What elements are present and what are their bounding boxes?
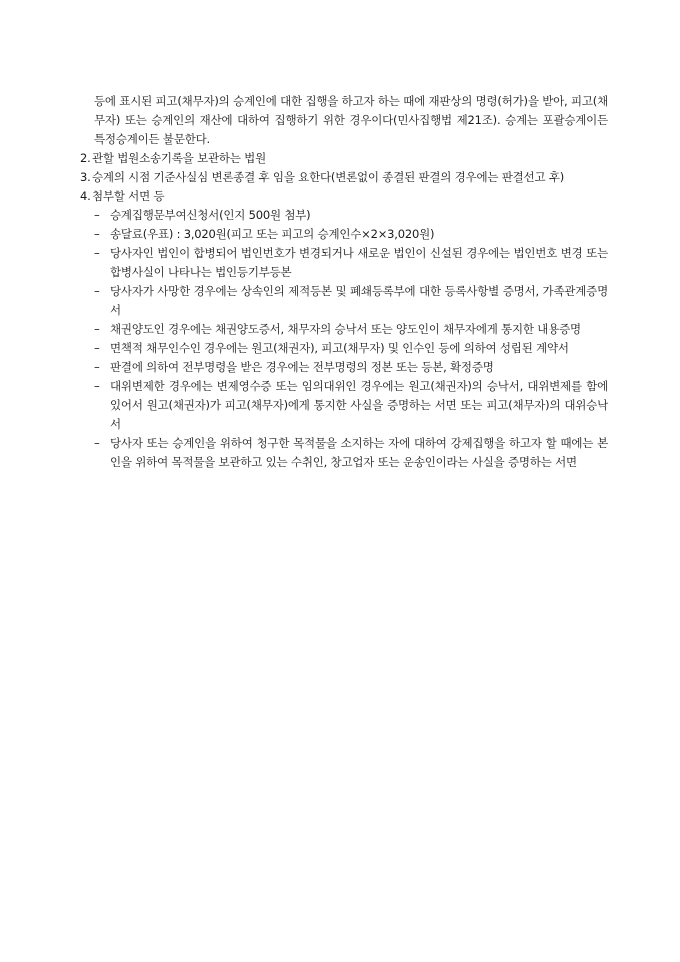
sub-item-text: 송달료(우표) : 3,020원(피고 또는 피고의 승계인수×2×3,020원)	[110, 227, 435, 241]
sub-item	[80, 206, 608, 225]
sub-item	[80, 358, 608, 377]
item-number: 3.	[80, 170, 91, 184]
sub-item-text: 채권양도인 경우에는 채권양도증서, 채무자의 승낙서 또는 양도인이 채무자에게 통지한 내용증명	[110, 322, 581, 336]
dash-bullet: –	[94, 246, 100, 260]
dash-bullet: –	[94, 227, 100, 241]
sub-item	[80, 377, 608, 434]
sub-item	[80, 339, 608, 358]
sub-item	[80, 434, 608, 472]
sub-item	[80, 244, 608, 282]
dash-bullet: –	[94, 322, 100, 336]
document-body	[80, 92, 608, 472]
dash-bullet: –	[94, 341, 100, 355]
sub-item-text: 승계집행문부여신청서(인지 500원 첨부)	[110, 208, 311, 222]
dash-bullet: –	[94, 436, 100, 450]
sub-item-text: 당사자가 사망한 경우에는 상속인의 제적등본 및 폐쇄등록부에 대한 등록사항별 증명서, 가족관계증명서	[110, 284, 608, 317]
list-item-2	[80, 149, 608, 168]
sub-item	[80, 225, 608, 244]
sub-item-text: 당사자 또는 승계인을 위하여 청구한 목적물을 소지하는 자에 대하여 강제집행을 하고자 할 때에는 본인을 위하여 목적물을 보관하고 있는 수취인, 창고업자 또는 운송인이라는 사실을 증명하는 서면	[110, 436, 608, 469]
dash-bullet: –	[94, 208, 100, 222]
item-text: 첨부할 서면 등	[92, 189, 165, 203]
dash-bullet: –	[94, 284, 100, 298]
dash-bullet: –	[94, 379, 100, 393]
sub-item-text: 판결에 의하여 전부명령을 받은 경우에는 전부명령의 정본 또는 등본, 확정증명	[110, 360, 494, 374]
item-text: 승계의 시점 기준사실심 변론종결 후 임을 요한다(변론없이 종결된 판결의 경우에는 판결선고 후)	[92, 170, 565, 184]
item-text: 관할 법원소송기록을 보관하는 법원	[92, 151, 266, 165]
sub-item-text: 면책적 채무인수인 경우에는 원고(채권자), 피고(채무자) 및 인수인 등에 의하여 성립된 계약서	[110, 341, 569, 355]
sub-item	[80, 282, 608, 320]
item-number: 4.	[80, 189, 91, 203]
sub-item-text: 당사자인 법인이 합병되어 법인번호가 변경되거나 새로운 법인이 신설된 경우에는 법인번호 변경 또는 합병사실이 나타나는 법인등기부등본	[110, 246, 608, 279]
sub-item-text: 대위변제한 경우에는 변제영수증 또는 임의대위인 경우에는 원고(채권자)의 승낙서, 대위변제를 함에 있어서 원고(채권자)가 피고(채무자)에게 통지한 사실을 증명하는 서면 또는 피고(채무자)의 대위승낙서	[110, 379, 608, 431]
item-number: 2.	[80, 151, 91, 165]
dash-bullet: –	[94, 360, 100, 374]
list-item-3	[80, 168, 608, 187]
sub-item	[80, 320, 608, 339]
list-item-4	[80, 187, 608, 206]
intro-paragraph: 등에 표시된 피고(채무자)의 승계인에 대한 집행을 하고자 하는 때에 재판상의 명령(허가)을 받아, 피고(채무자) 또는 승계인의 재산에 대하여 집행하기 위한 경우이다(민사집행법 제21조). 승계는 포괄승계이든 특정승계이든 불문한다.	[94, 94, 608, 146]
